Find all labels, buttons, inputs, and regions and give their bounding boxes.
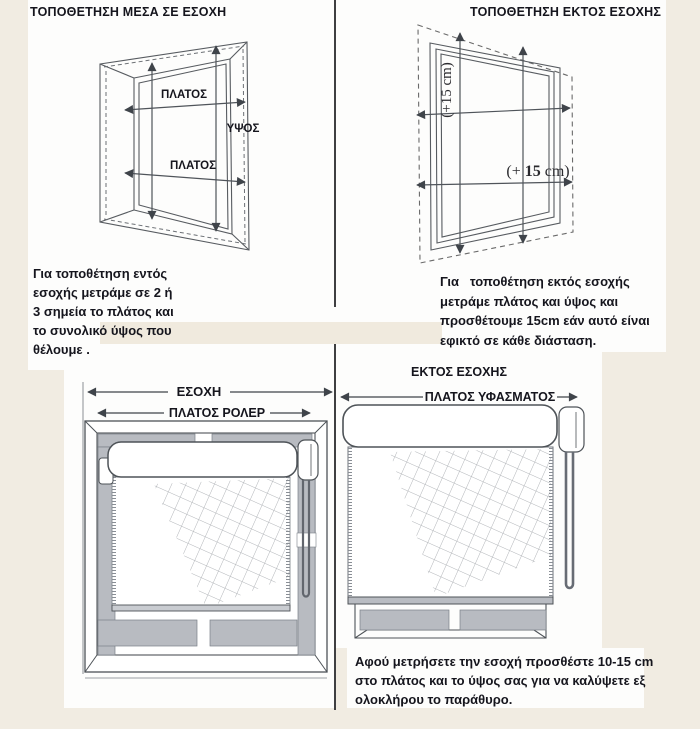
width-label-top: ΠΛΑΤΟΣ <box>161 89 207 101</box>
chain-housing <box>559 407 584 452</box>
plus15-horizontal-label <box>506 163 569 180</box>
outside-note-line: μετράμε πλάτος και ύψος και <box>440 293 619 309</box>
roller-tube <box>343 405 557 447</box>
plus15-prefix: (+ <box>506 163 525 180</box>
recess-outline <box>100 42 249 250</box>
outside-note-line: προσθέτουμε 15cm εάν αυτό είναι <box>440 313 650 328</box>
bottom-note-line: ολοκλήρου το παράθυρο. <box>355 692 513 707</box>
bottom-note-line: στο πλάτος και το ύψος σας για να καλύψετε εξ <box>355 673 646 688</box>
recess-below-gray <box>360 610 546 630</box>
fabric-width-label: ΠΛΑΤΟΣ ΥΦΑΣΜΑΤΟΣ <box>424 390 556 404</box>
title-outside-recess: ΤΟΠΟΘΕΤΗΣΗ ΕΚΤΟΣ ΕΣΟΧΗΣ <box>470 5 662 19</box>
fabric-edge-right <box>286 477 290 608</box>
plus15-vertical-label: (+15 cm) <box>439 62 455 118</box>
outside-note <box>440 272 650 350</box>
outside-note-line: εφικτό σε κάθε διάσταση. <box>440 332 597 348</box>
plus15-number: 15 <box>524 163 541 180</box>
roller-width-label: ΠΛΑΤΟΣ ΡΟΛΕΡ <box>168 406 266 420</box>
fabric-edge-left <box>112 477 116 608</box>
width-label-bottom: ΠΛΑΤΟΣ <box>170 160 216 172</box>
height-label: ΥΨΟΣ <box>226 123 260 135</box>
bottom-note-line: Αφού μετρήσετε την εσοχή προσθέστε 10-15 cm <box>355 654 654 669</box>
plus15-suffix: cm) <box>540 163 570 180</box>
window-recess-diagram <box>80 28 295 268</box>
outside-heading: ΕΚΤΟΣ ΕΣΟΧΗΣ <box>411 365 507 379</box>
outside-window-diagram <box>392 20 592 270</box>
roller-outside-diagram <box>338 360 638 650</box>
fabric-edge-right <box>549 447 553 598</box>
roller-inside-diagram <box>64 374 335 680</box>
fabric-bottom-bar <box>112 605 290 611</box>
title-inside-recess: ΤΟΠΟΘΕΤΗΣΗ ΜΕΣΑ ΣΕ ΕΣΟΧΗ <box>30 5 227 19</box>
chain <box>566 452 573 588</box>
recess-note-line: θέλουμε . <box>33 342 90 357</box>
fabric-bottom-bar <box>348 597 553 604</box>
recess-note <box>33 264 174 359</box>
recess-note-line: το συνολικό ύψος που <box>33 323 172 338</box>
recess-note-line: Για τοποθέτηση εντός <box>33 266 168 281</box>
recess-heading: ΕΣΟΧΗ <box>176 384 222 399</box>
outside-note-line: Για τοποθέτηση εκτός εσοχής <box>440 274 630 289</box>
roller-tube <box>108 442 297 477</box>
recess-note-line: 3 σημεία το πλάτος και <box>33 304 174 319</box>
recess-note-line: εσοχής μετράμε σε 2 ή <box>33 285 173 300</box>
bracket-notch <box>297 533 316 547</box>
right-bracket <box>298 440 318 480</box>
divider-line-top <box>334 0 336 307</box>
fabric-edge-left <box>348 447 352 598</box>
bottom-note <box>355 652 653 709</box>
